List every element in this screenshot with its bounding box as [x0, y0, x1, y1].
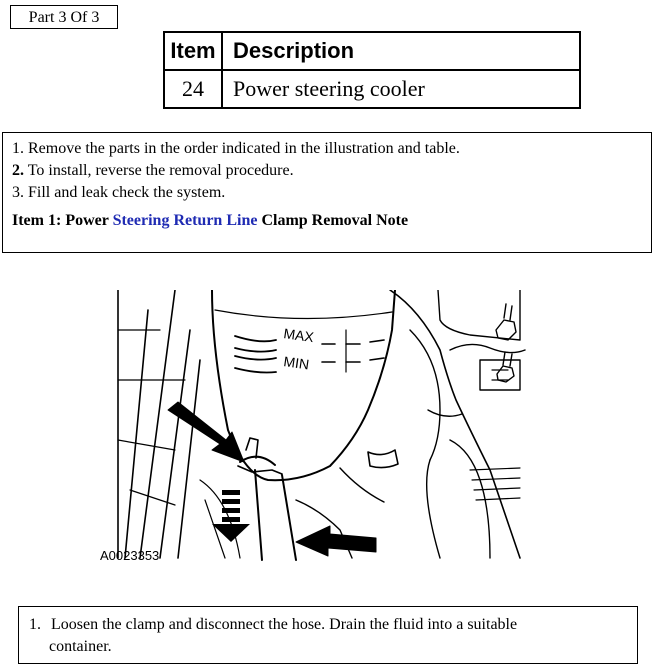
step-text: To install, reverse the removal procedure. — [24, 162, 294, 179]
max-mark: MAX — [282, 325, 315, 346]
removal-step — [29, 614, 627, 636]
cell-item-number: 24 — [164, 70, 222, 108]
min-mark: MIN — [282, 353, 311, 373]
step-item — [12, 182, 642, 204]
step-number: 2. — [12, 162, 24, 179]
removal-step-continuation: container. — [49, 638, 112, 655]
table-header-row — [164, 32, 580, 70]
figure-id: A0023353 — [100, 548, 160, 563]
step-text: Fill and leak check the system. — [24, 184, 226, 201]
steps-list — [12, 138, 642, 204]
clamp-removal-illustration — [0, 290, 656, 568]
removal-note-title — [12, 212, 642, 230]
note-prefix: Item 1: Power — [12, 212, 113, 229]
note-suffix: Clamp Removal Note — [257, 212, 409, 229]
parts-table — [163, 31, 581, 109]
column-header-description: Description — [222, 32, 580, 70]
cell-description: Power steering cooler — [222, 70, 580, 108]
removal-step-text: Loosen the clamp and disconnect the hose. Drain the fluid into a suitable — [51, 616, 518, 633]
step-text: Remove the parts in the order indicated in the illustration and table. — [24, 140, 460, 157]
column-header-item: Item — [164, 32, 222, 70]
reservoir-marks — [283, 325, 316, 372]
step-number: 3. — [12, 184, 24, 201]
return-line-link[interactable]: Steering Return Line — [112, 212, 258, 229]
part-label: Part 3 Of 3 — [10, 5, 118, 29]
step-number: 1. — [12, 140, 24, 157]
table-row — [164, 70, 580, 108]
removal-note-box — [18, 606, 638, 664]
step-item — [12, 138, 642, 160]
instructions-box — [2, 132, 652, 253]
removal-step-number: 1. — [29, 616, 41, 633]
step-item — [12, 160, 642, 182]
